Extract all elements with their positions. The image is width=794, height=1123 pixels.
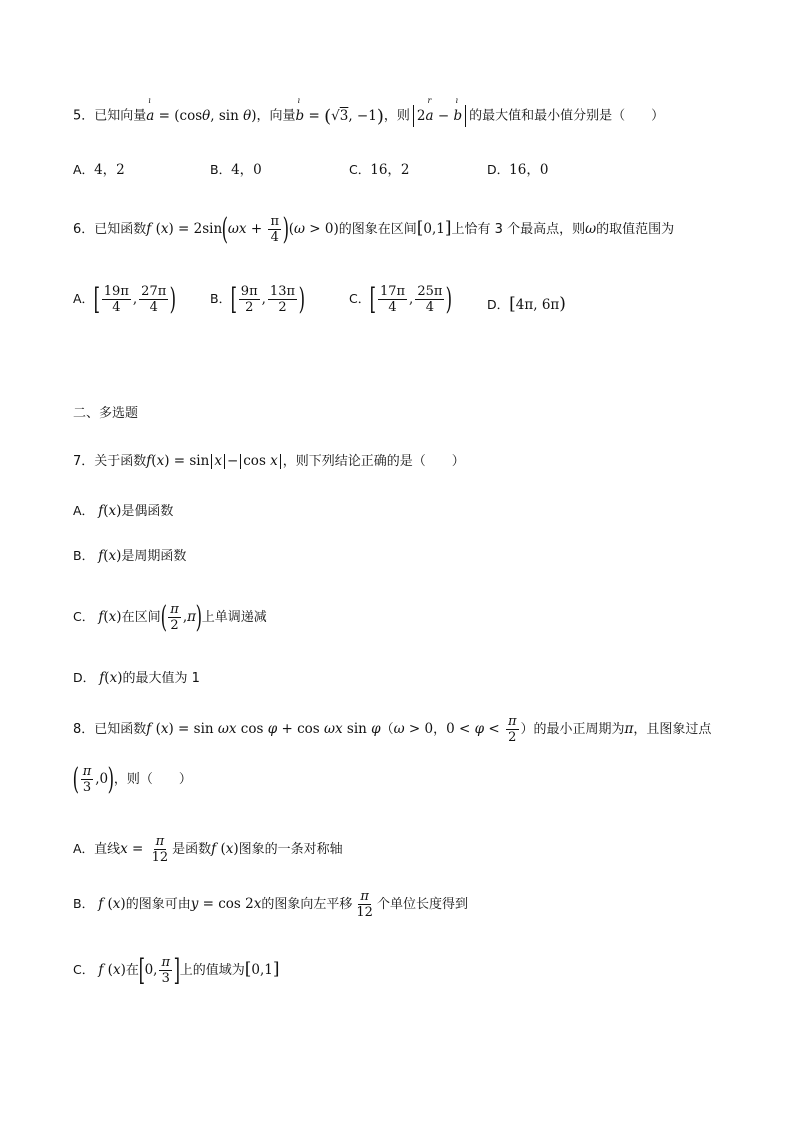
math-norm: 2a r − b ı <box>410 108 469 124</box>
question-text: ， <box>433 722 447 737</box>
option-b[interactable] <box>73 546 754 567</box>
option-c[interactable] <box>349 281 453 317</box>
math-fx: f(x) <box>99 670 123 686</box>
option-text: 上单调递减 <box>201 610 267 625</box>
math-fx: f(x) <box>98 503 122 519</box>
math-interval: ( $\frac{\pi}{2}$ ,π) <box>160 599 203 635</box>
option-math: [ $\frac{9\pi}{2}$ , $\frac{13\pi}{2}$ ) <box>230 281 306 317</box>
option-text: 直线 <box>94 842 121 857</box>
question-text: （ <box>380 722 394 737</box>
question-number: 8． <box>73 722 95 737</box>
question-8 <box>73 714 754 745</box>
question-6 <box>73 211 754 247</box>
option-b[interactable] <box>210 158 262 178</box>
math-fx: f (x) <box>98 896 126 912</box>
option-label: A． <box>73 162 95 177</box>
math-interval: [0,1] <box>416 218 452 238</box>
option-label: B． <box>73 896 95 911</box>
math-shift: $\frac{\pi}{12}$ <box>356 889 373 920</box>
option-d[interactable] <box>73 668 754 689</box>
option-label: B． <box>73 548 95 563</box>
question-text: ）的最小正周期为 <box>520 722 625 737</box>
math-vector-a: a ı = (cosθ, sin θ) <box>146 95 257 124</box>
option-label: B． <box>210 162 232 177</box>
math-range: [0,1] <box>244 959 280 979</box>
math-function: f (x) = sin ωx cos φ + cos ωx sin φ <box>146 721 381 737</box>
question-text: ，则（ ） <box>113 772 192 787</box>
question-number: 7． <box>73 454 95 469</box>
option-text: 在 <box>125 963 139 978</box>
question-7 <box>73 451 754 472</box>
option-c[interactable] <box>73 952 754 988</box>
option-text: 4，2 <box>94 162 125 178</box>
option-text: 上的值域为 <box>179 963 245 978</box>
option-d[interactable] <box>487 294 566 314</box>
section-title: 二、多选题 <box>73 406 139 421</box>
math-line: x = $\frac{\pi}{12}$ <box>120 834 169 865</box>
question-text: 的图象在区间 <box>338 222 417 237</box>
math-fx: f (x) <box>211 841 239 857</box>
option-text: 16，2 <box>370 162 410 178</box>
option-label: C． <box>73 962 95 977</box>
question-number: 5． <box>73 108 95 124</box>
math-fx: f (x) <box>98 962 126 978</box>
option-label: C． <box>73 609 95 624</box>
question-text: 的取值范围为 <box>596 222 675 237</box>
math-vector-b: b ı = (√3, −1) <box>295 95 384 127</box>
question-text: 的最大值和最小值分别是（ ） <box>469 108 665 124</box>
option-label: D． <box>487 297 510 312</box>
math-condition: ω > 0 <box>393 721 434 737</box>
math-condition: 0 < φ < $\frac{\pi}{2}$ <box>446 714 517 745</box>
option-label: D． <box>73 670 96 685</box>
option-text: 是函数 <box>172 842 212 857</box>
question-text: 已知函数 <box>94 222 147 237</box>
question-5 <box>73 95 754 127</box>
option-text: 4，0 <box>231 162 262 178</box>
math-point: ( $\frac{\pi}{3}$ ,0) <box>72 761 115 797</box>
option-text: 在区间 <box>121 610 161 625</box>
question-text: ，且图象过点 <box>633 722 712 737</box>
option-label: A． <box>73 503 95 518</box>
math-function: f (x) = 2sin(ωx + $\frac{\pi}{4}$ )(ω > 0) <box>146 211 339 247</box>
option-a[interactable] <box>73 281 177 317</box>
option-text: 是偶函数 <box>121 504 174 519</box>
option-c[interactable] <box>349 158 410 178</box>
option-math: [ $\frac{17\pi}{4}$ , $\frac{25\pi}{4}$ ) <box>369 281 453 317</box>
option-label: A． <box>73 841 95 856</box>
option-d[interactable] <box>487 158 548 178</box>
math-fx: f(x) <box>98 609 122 625</box>
option-math: [ $\frac{19\pi}{4}$ , $\frac{27\pi}{4}$ ) <box>93 281 177 317</box>
option-text: 的图象向左平移 <box>261 897 353 912</box>
math-function: y = cos 2x <box>190 896 262 912</box>
option-text: 个单位长度得到 <box>376 897 468 912</box>
option-text: 的图象可由 <box>125 897 191 912</box>
question-text: 已知函数 <box>94 722 147 737</box>
math-function: f(x) = sin x − cos x <box>146 453 283 469</box>
option-label: A． <box>73 291 95 306</box>
question-text: 已知向量 <box>94 108 147 124</box>
math-pi: π <box>624 721 634 737</box>
option-a[interactable] <box>73 501 754 522</box>
question-text: ，则下列结论正确的是（ ） <box>282 454 465 469</box>
question-text: 上恰有 3 个最高点，则 <box>451 222 586 237</box>
option-label: D． <box>487 162 510 177</box>
question-8-cont <box>73 762 754 797</box>
option-math: [4π, 6π) <box>509 294 566 314</box>
option-a[interactable] <box>73 832 754 867</box>
option-c[interactable] <box>73 600 754 635</box>
option-text: 是周期函数 <box>121 549 187 564</box>
option-a[interactable] <box>73 158 125 178</box>
option-label: C． <box>349 162 371 177</box>
option-text: 图象的一条对称轴 <box>238 842 343 857</box>
question-text: ，向量 <box>256 108 296 124</box>
option-label: C． <box>349 291 371 306</box>
option-text: 16，0 <box>509 162 549 178</box>
option-label: B． <box>210 291 232 306</box>
math-interval: [0, $\frac{\pi}{3}$ ] <box>138 952 181 988</box>
question-number: 6． <box>73 222 95 237</box>
option-b[interactable] <box>210 281 306 317</box>
option-text: 的最大值为 1 <box>122 671 200 686</box>
question-text: ，则 <box>383 108 410 124</box>
math-omega: ω <box>585 221 597 237</box>
option-b[interactable] <box>73 887 754 922</box>
question-text: 关于函数 <box>94 454 147 469</box>
math-fx: f(x) <box>98 548 122 564</box>
